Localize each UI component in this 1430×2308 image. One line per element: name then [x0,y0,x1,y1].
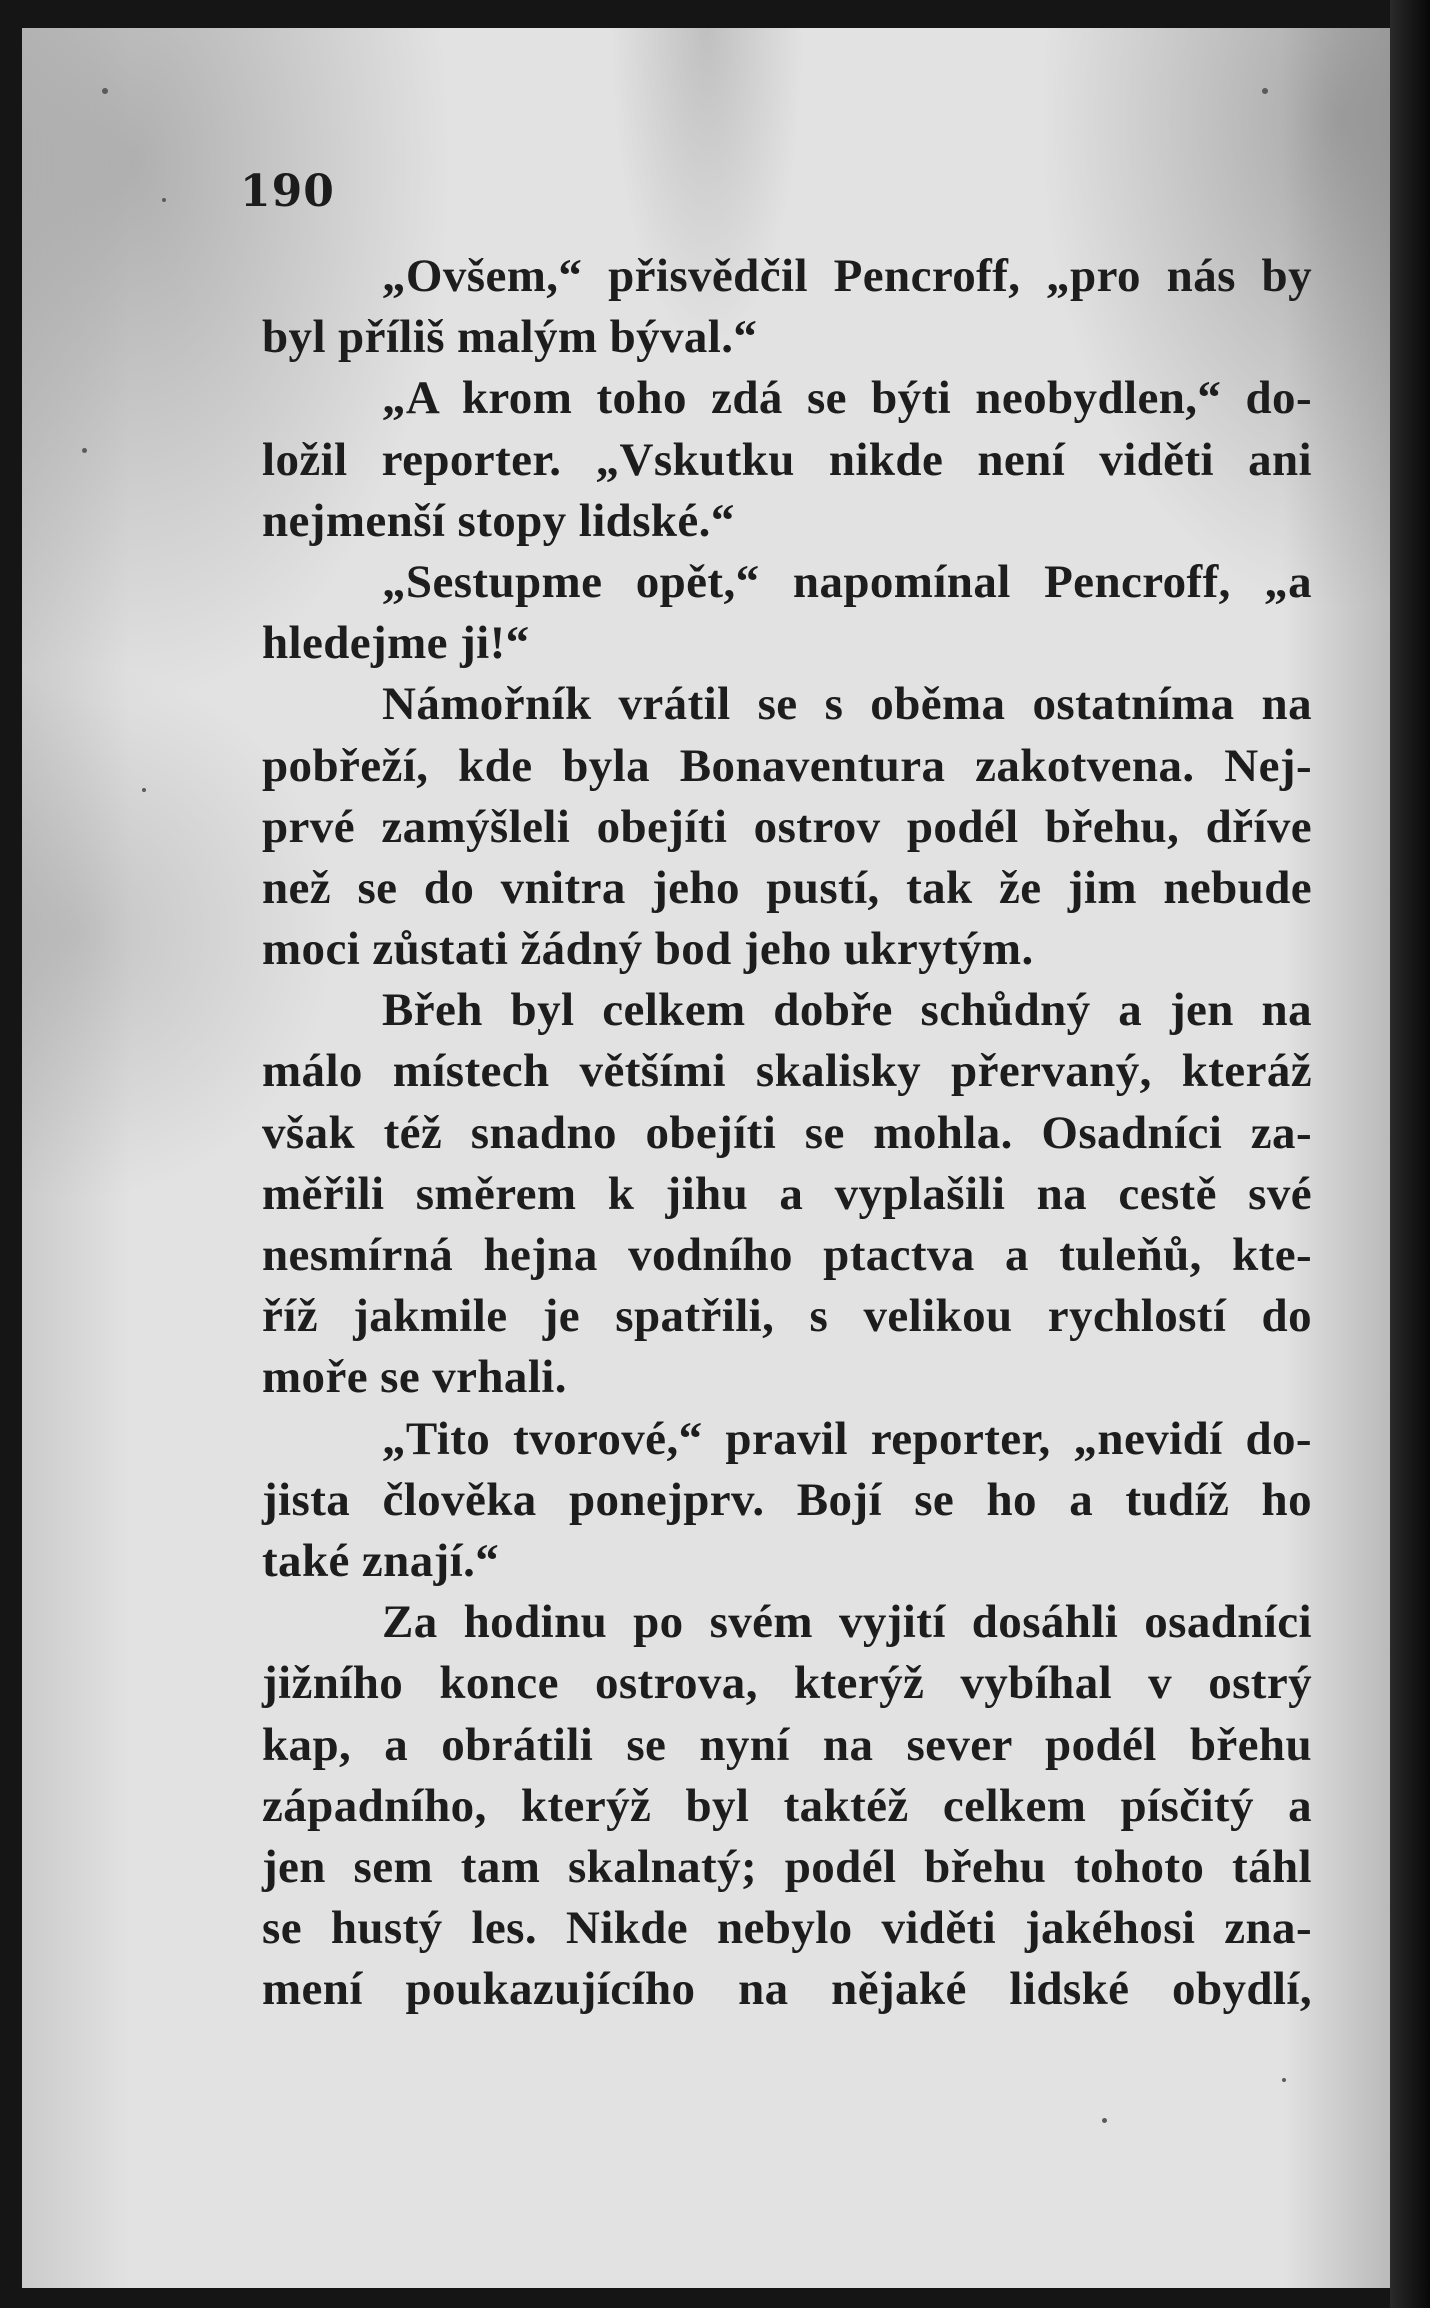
paper-speck [142,788,146,792]
text-line: mení poukazujícího na nějaké lidské obydlí, [262,1963,1312,2016]
text-line: říž jakmile je spatřili, s velikou rychlostí do [262,1290,1312,1343]
page-number: 190 [240,166,335,217]
text-line: se hustý les. Nikde nebylo viděti jakéhosi zna- [262,1902,1312,1955]
text-line: moře se vrhali. [262,1351,567,1404]
text-line: nesmírná hejna vodního ptactva a tuleňů, kte- [262,1229,1312,1281]
page-edge-shadow [1390,0,1430,2308]
text-line: jista člověka ponejprv. Bojí se ho a tudíž ho [262,1473,1312,1526]
text-line: moci zůstati žádný bod jeho ukrytým. [262,923,1034,976]
text-line: hledejme ji!“ [262,617,530,670]
paper-speck [102,88,108,94]
text-line: západního, kterýž byl taktéž celkem písčitý a [262,1779,1312,1832]
text-line: také znají.“ [262,1534,500,1587]
text-line: měřili směrem k jihu a vyplašili na cestě své [262,1167,1312,1220]
paper-speck [1102,2118,1107,2123]
body-text [262,246,1312,2020]
paper-speck [1262,88,1268,94]
text-line: Námořník vrátil se s oběma ostatníma na [382,678,1312,731]
text-line: než se do vnitra jeho pustí, tak že jim nebude [262,861,1312,914]
text-line: „Ovšem,“ přisvědčil Pencroff, „pro nás by [382,250,1312,302]
paper-speck [82,448,87,453]
text-line: Břeh byl celkem dobře schůdný a jen na [382,984,1312,1037]
text-line: „A krom toho zdá se býti neobydlen,“ do- [382,372,1312,425]
text-line: nejmenší stopy lidské.“ [262,494,735,547]
text-line: jižního konce ostrova, kterýž vybíhal v ostrý [262,1657,1312,1710]
text-line: Za hodinu po svém vyjití dosáhli osadníci [382,1596,1312,1649]
paper-speck [1282,2078,1286,2082]
text-line: byl příliš malým býval.“ [262,311,758,364]
text-line: jen sem tam skalnatý; podél břehu tohoto táhl [262,1840,1312,1893]
paper-speck [162,198,166,202]
text-line: málo místech většími skalisky přervaný, kteráž [262,1045,1312,1098]
text-line: pobřeží, kde byla Bonaventura zakotvena. Nej- [262,739,1312,792]
text-line: však též snadno obejíti se mohla. Osadníci za- [262,1106,1312,1159]
text-line: „Sestupme opět,“ napomínal Pencroff, „a [382,555,1312,608]
text-line: ložil reporter. „Vskutku nikde není viděti ani [262,433,1312,486]
text-line: „Tito tvorové,“ pravil reporter, „nevidí do- [382,1412,1312,1465]
text-line: kap, a obrátili se nyní na sever podél břehu [262,1718,1312,1771]
text-line: prvé zamýšleli obejíti ostrov podél břehu, dříve [262,800,1312,853]
